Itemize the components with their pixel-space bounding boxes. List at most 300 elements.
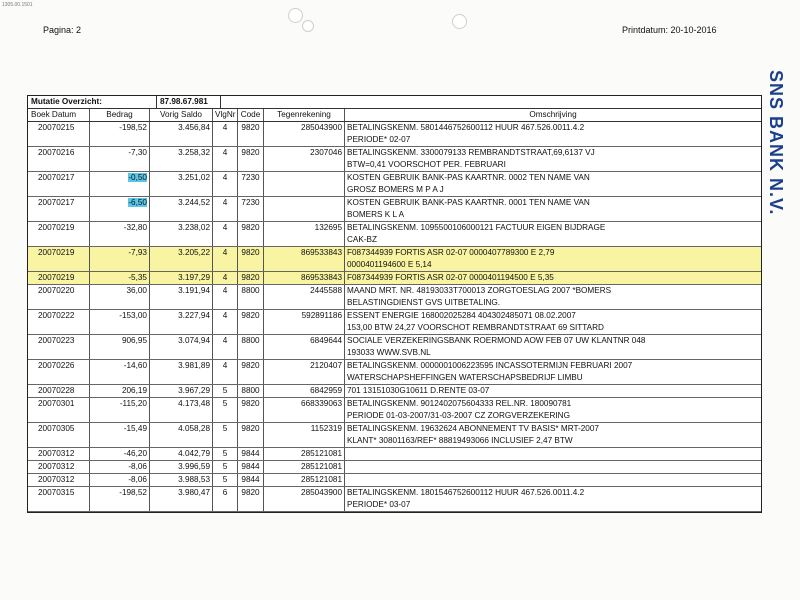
- cell-seq-text: 5: [222, 399, 228, 408]
- cell-amount: [90, 259, 150, 271]
- cell-description: F087344939 FORTIS ASR 02-07 0000401194500 E 5,35: [347, 273, 554, 282]
- cell-seq-text: 4: [222, 336, 228, 345]
- cell-amount-text: -15,49: [123, 424, 147, 433]
- cell-date: [28, 259, 90, 271]
- cell-amount: [90, 435, 150, 447]
- cell-prev-balance-text: 4.042,79: [178, 449, 210, 458]
- cell-amount-text: 906,95: [121, 336, 147, 345]
- cell-date-text: 20070217: [38, 198, 75, 207]
- cell-prev-balance-text: 3.988,53: [178, 475, 210, 484]
- col-header-seq: VlgNr: [213, 109, 238, 121]
- cell-counter-account: [264, 423, 345, 435]
- table-row: [28, 247, 761, 272]
- cell-date-text: 20070301: [38, 399, 75, 408]
- cell-seq: [213, 259, 238, 271]
- cell-seq-text: 4: [222, 223, 228, 232]
- punch-hole: [288, 8, 303, 23]
- cell-code: [238, 159, 264, 171]
- table-row: [28, 197, 761, 222]
- table-row: [28, 461, 761, 474]
- print-date: Printdatum: 20-10-2016: [622, 25, 717, 35]
- cell-code-text: 9820: [241, 424, 260, 433]
- document-id: 1305.00.1501: [2, 2, 33, 8]
- cell-description: BETALINGSKENM. 1095500106000121 FACTUUR EIGEN BIJDRAGE: [347, 223, 606, 232]
- cell-counter-account-text: 285121081: [301, 475, 342, 484]
- cell-date: [28, 134, 90, 146]
- cell-code: [238, 197, 264, 209]
- cell-date: [28, 487, 90, 499]
- cell-code: [238, 259, 264, 271]
- cell-date: [28, 347, 90, 359]
- cell-prev-balance: [150, 347, 213, 359]
- cell-amount: [90, 310, 150, 322]
- cell-seq-text: 4: [222, 198, 228, 207]
- cell-prev-balance: [150, 209, 213, 221]
- cell-code-text: 9820: [241, 361, 260, 370]
- page-number: Pagina: 2: [43, 25, 82, 35]
- cell-code: [238, 385, 264, 397]
- cell-counter-account: [264, 410, 345, 422]
- cell-counter-account: [264, 259, 345, 271]
- cell-code: [238, 222, 264, 234]
- cell-date-text: 20070217: [38, 173, 75, 182]
- cell-prev-balance: [150, 322, 213, 334]
- cell-counter-account-text: 2445588: [310, 286, 342, 295]
- cell-amount: [90, 122, 150, 134]
- cell-code: [238, 474, 264, 486]
- table-row: [28, 398, 761, 423]
- cell-amount: [90, 487, 150, 499]
- cell-seq: [213, 147, 238, 159]
- cell-description: BETALINGSKENM. 5801446752600112 HUUR 467.526.0011.4.2: [347, 123, 585, 132]
- cell-amount: [90, 247, 150, 259]
- cell-counter-account-text: 285121081: [301, 449, 342, 458]
- cell-code: [238, 435, 264, 447]
- cell-code-text: 9820: [241, 399, 260, 408]
- cell-prev-balance-text: 3.981,89: [178, 361, 210, 370]
- account-number: 87.98.67.981: [156, 96, 221, 108]
- cell-code-text: 9820: [241, 123, 260, 132]
- cell-code: [238, 247, 264, 259]
- cell-amount-text: -0,50: [128, 173, 147, 182]
- cell-amount: [90, 423, 150, 435]
- cell-prev-balance: [150, 474, 213, 486]
- cell-code: [238, 272, 264, 284]
- cell-counter-account: [264, 372, 345, 384]
- cell-prev-balance: [150, 234, 213, 246]
- cell-prev-balance: [150, 297, 213, 309]
- cell-code-text: 9820: [241, 488, 260, 497]
- cell-code-text: 9820: [241, 273, 260, 282]
- cell-prev-balance-text: 3.238,02: [178, 223, 210, 232]
- table-header-row: [28, 109, 761, 122]
- cell-date: [28, 247, 90, 259]
- cell-prev-balance-text: 3.227,94: [178, 311, 210, 320]
- cell-prev-balance: [150, 184, 213, 196]
- cell-description: WATERSCHAPSHEFFINGEN WATERSCHAPSBEDRIJF LIMBU: [347, 373, 583, 382]
- cell-amount: [90, 285, 150, 297]
- cell-counter-account: [264, 474, 345, 486]
- cell-amount-text: -7,30: [128, 148, 147, 157]
- cell-counter-account: [264, 347, 345, 359]
- cell-amount: [90, 372, 150, 384]
- cell-code: [238, 499, 264, 511]
- cell-date: [28, 147, 90, 159]
- cell-seq: [213, 172, 238, 184]
- cell-seq-text: 6: [222, 488, 228, 497]
- cell-amount-text: -153,00: [119, 311, 147, 320]
- cell-amount-text: -8,06: [128, 462, 147, 471]
- cell-prev-balance: [150, 398, 213, 410]
- cell-description: BOMERS K L A: [347, 210, 405, 219]
- cell-seq: [213, 197, 238, 209]
- cell-amount: [90, 272, 150, 284]
- cell-seq-text: 5: [222, 386, 228, 395]
- cell-amount: [90, 448, 150, 460]
- cell-date: [28, 209, 90, 221]
- punch-hole: [452, 14, 467, 29]
- cell-description: BTW=0,41 VOORSCHOT PER. FEBRUARI: [347, 160, 506, 169]
- cell-code: [238, 134, 264, 146]
- cell-seq: [213, 159, 238, 171]
- table-row: [28, 285, 761, 310]
- col-header-counter-account: Tegenrekening: [264, 109, 345, 121]
- table-row: [28, 335, 761, 360]
- cell-amount: [90, 398, 150, 410]
- cell-seq: [213, 310, 238, 322]
- cell-prev-balance: [150, 159, 213, 171]
- cell-code-text: 9844: [241, 462, 260, 471]
- cell-date: [28, 310, 90, 322]
- cell-description: CAK-BZ: [347, 235, 378, 244]
- cell-date-text: 20070215: [38, 123, 75, 132]
- cell-counter-account: [264, 222, 345, 234]
- cell-description: 0000401194600 E 5,14: [347, 260, 432, 269]
- cell-amount: [90, 347, 150, 359]
- cell-description: [345, 474, 761, 486]
- cell-prev-balance: [150, 487, 213, 499]
- table-row: [28, 487, 761, 512]
- cell-counter-account-text: 2307046: [310, 148, 342, 157]
- cell-seq: [213, 222, 238, 234]
- cell-seq: [213, 297, 238, 309]
- cell-counter-account-text: 592891186: [301, 311, 342, 320]
- cell-date: [28, 197, 90, 209]
- cell-date-text: 20070312: [38, 462, 75, 471]
- cell-code: [238, 448, 264, 460]
- cell-date: [28, 474, 90, 486]
- cell-date-text: 20070223: [38, 336, 75, 345]
- cell-code: [238, 398, 264, 410]
- cell-prev-balance-text: 3.197,29: [178, 273, 210, 282]
- cell-counter-account-text: 869533843: [301, 273, 342, 282]
- cell-amount-text: -198,52: [119, 488, 147, 497]
- cell-prev-balance-text: 4.058,28: [178, 424, 210, 433]
- cell-date-text: 20070220: [38, 286, 75, 295]
- cell-date: [28, 234, 90, 246]
- cell-seq: [213, 134, 238, 146]
- col-header-code: Code: [238, 109, 264, 121]
- cell-description: F087344939 FORTIS ASR 02-07 0000407789300 E 2,79: [347, 248, 555, 257]
- cell-prev-balance: [150, 335, 213, 347]
- cell-seq-text: 4: [222, 273, 228, 282]
- cell-prev-balance: [150, 448, 213, 460]
- cell-date: [28, 322, 90, 334]
- cell-amount-text: -14,60: [123, 361, 147, 370]
- table-row: [28, 122, 761, 147]
- cell-description: PERIODE* 02-07: [347, 135, 411, 144]
- cell-amount: [90, 234, 150, 246]
- cell-code: [238, 147, 264, 159]
- cell-counter-account: [264, 448, 345, 460]
- cell-seq-text: 4: [222, 361, 228, 370]
- cell-amount: [90, 147, 150, 159]
- cell-code-text: 9844: [241, 449, 260, 458]
- col-header-amount: Bedrag: [90, 109, 150, 121]
- cell-prev-balance: [150, 272, 213, 284]
- cell-code: [238, 209, 264, 221]
- table-row: [28, 385, 761, 398]
- cell-code: [238, 322, 264, 334]
- cell-code: [238, 297, 264, 309]
- cell-prev-balance: [150, 372, 213, 384]
- cell-counter-account: [264, 197, 345, 209]
- cell-seq: [213, 461, 238, 473]
- cell-counter-account: [264, 487, 345, 499]
- cell-code-text: 9820: [241, 148, 260, 157]
- cell-amount: [90, 209, 150, 221]
- cell-seq: [213, 435, 238, 447]
- cell-seq: [213, 322, 238, 334]
- cell-counter-account: [264, 234, 345, 246]
- cell-description: [345, 448, 761, 460]
- cell-date: [28, 159, 90, 171]
- col-header-description: Omschrijving: [529, 110, 577, 119]
- cell-date: [28, 122, 90, 134]
- cell-amount: [90, 461, 150, 473]
- cell-seq-text: 4: [222, 311, 228, 320]
- cell-date-text: 20070219: [38, 223, 75, 232]
- cell-amount-text: 206,19: [121, 386, 147, 395]
- cell-counter-account: [264, 285, 345, 297]
- cell-prev-balance: [150, 435, 213, 447]
- cell-prev-balance-text: 3.191,94: [178, 286, 210, 295]
- cell-seq: [213, 272, 238, 284]
- cell-amount: [90, 172, 150, 184]
- cell-description: [345, 461, 761, 473]
- cell-code-text: 9844: [241, 475, 260, 484]
- cell-code: [238, 234, 264, 246]
- cell-seq: [213, 487, 238, 499]
- cell-date: [28, 385, 90, 397]
- cell-description: BETALINGSKENM. 9012402075604333 REL.NR. 180090781: [347, 399, 572, 408]
- cell-description: KOSTEN GEBRUIK BANK-PAS KAARTNR. 0002 TEN NAME VAN: [347, 173, 590, 182]
- table-row: [28, 272, 761, 285]
- cell-amount: [90, 197, 150, 209]
- cell-prev-balance: [150, 499, 213, 511]
- cell-prev-balance-text: 3.967,29: [178, 386, 210, 395]
- cell-description: 153,00 BTW 24,27 VOORSCHOT REMBRANDTSTRAAT 69 SITTARD: [347, 323, 604, 332]
- cell-prev-balance-text: 3.074,94: [178, 336, 210, 345]
- table-row: [28, 423, 761, 448]
- cell-counter-account: [264, 398, 345, 410]
- table-row: [28, 448, 761, 461]
- cell-counter-account: [264, 499, 345, 511]
- cell-counter-account-text: 2120407: [310, 361, 342, 370]
- cell-counter-account-text: 132695: [314, 223, 342, 232]
- cell-prev-balance-text: 3.456,84: [178, 123, 210, 132]
- cell-amount-text: -198,52: [119, 123, 147, 132]
- cell-code: [238, 285, 264, 297]
- cell-counter-account: [264, 335, 345, 347]
- cell-prev-balance: [150, 410, 213, 422]
- cell-counter-account-text: 6842959: [310, 386, 342, 395]
- cell-description: PERIODE* 03-07: [347, 500, 411, 509]
- cell-counter-account: [264, 147, 345, 159]
- cell-date-text: 20070219: [38, 248, 75, 257]
- cell-code-text: 9820: [241, 248, 260, 257]
- cell-prev-balance: [150, 360, 213, 372]
- cell-seq-text: 5: [222, 449, 228, 458]
- cell-amount-text: -6,50: [128, 198, 147, 207]
- cell-amount-text: -8,06: [128, 475, 147, 484]
- cell-code: [238, 184, 264, 196]
- bank-name: SNS BANK N.V.: [766, 70, 786, 216]
- cell-date-text: 20070226: [38, 361, 75, 370]
- cell-date: [28, 297, 90, 309]
- cell-amount: [90, 335, 150, 347]
- cell-description: BETALINGSKENM. 3300079133 REMBRANDTSTRAAT,69,6137 VJ: [347, 148, 595, 157]
- cell-prev-balance: [150, 285, 213, 297]
- cell-code-text: 7230: [241, 198, 260, 207]
- cell-date-text: 20070312: [38, 449, 75, 458]
- cell-date: [28, 222, 90, 234]
- col-header-date: Boek Datum: [28, 109, 90, 121]
- cell-counter-account: [264, 184, 345, 196]
- cell-code-text: 7230: [241, 173, 260, 182]
- cell-seq: [213, 122, 238, 134]
- cell-counter-account: [264, 461, 345, 473]
- cell-date: [28, 461, 90, 473]
- cell-counter-account-text: 869533843: [301, 248, 342, 257]
- cell-seq: [213, 385, 238, 397]
- cell-amount: [90, 159, 150, 171]
- cell-description: 193033 WWW.SVB.NL: [347, 348, 431, 357]
- cell-description: ESSENT ENERGIE 168002025284 404302485071 08.02.2007: [347, 311, 576, 320]
- cell-date: [28, 184, 90, 196]
- cell-seq-text: 5: [222, 462, 228, 471]
- cell-seq-text: 4: [222, 123, 228, 132]
- cell-seq: [213, 209, 238, 221]
- cell-description: BELASTINGDIENST GVS UITBETALING.: [347, 298, 501, 307]
- cell-date: [28, 335, 90, 347]
- cell-prev-balance: [150, 147, 213, 159]
- cell-date-text: 20070312: [38, 475, 75, 484]
- cell-code: [238, 360, 264, 372]
- cell-seq-text: 5: [222, 475, 228, 484]
- cell-code: [238, 335, 264, 347]
- cell-code: [238, 122, 264, 134]
- cell-description: MAAND MRT. NR. 48193033T700013 ZORGTOESLAG 2007 *BOMERS: [347, 286, 612, 295]
- punch-hole: [302, 20, 314, 32]
- cell-counter-account: [264, 247, 345, 259]
- table-body: [28, 122, 761, 512]
- cell-code: [238, 461, 264, 473]
- cell-amount: [90, 322, 150, 334]
- cell-seq: [213, 360, 238, 372]
- cell-date: [28, 398, 90, 410]
- cell-amount: [90, 385, 150, 397]
- cell-prev-balance: [150, 259, 213, 271]
- cell-amount-text: -115,20: [119, 399, 147, 408]
- cell-prev-balance-text: 3.244,52: [178, 198, 210, 207]
- cell-code: [238, 410, 264, 422]
- mutation-table: [27, 95, 762, 513]
- cell-prev-balance: [150, 423, 213, 435]
- cell-date-text: 20070219: [38, 273, 75, 282]
- cell-seq: [213, 285, 238, 297]
- cell-amount: [90, 360, 150, 372]
- cell-amount-text: -7,93: [128, 248, 147, 257]
- cell-seq: [213, 247, 238, 259]
- table-title: Mutatie Overzicht:: [31, 97, 102, 106]
- cell-prev-balance-text: 3.251,02: [178, 173, 210, 182]
- cell-prev-balance-text: 3.996,59: [178, 462, 210, 471]
- cell-amount-text: 36,00: [126, 286, 147, 295]
- table-row: [28, 474, 761, 487]
- cell-counter-account-text: 285043900: [301, 488, 342, 497]
- cell-date: [28, 272, 90, 284]
- cell-counter-account-text: 285121081: [301, 462, 342, 471]
- cell-amount: [90, 184, 150, 196]
- cell-seq: [213, 234, 238, 246]
- cell-amount-text: -46,20: [123, 449, 147, 458]
- cell-prev-balance: [150, 247, 213, 259]
- cell-prev-balance-text: 4.173,48: [178, 399, 210, 408]
- cell-seq: [213, 335, 238, 347]
- cell-code: [238, 172, 264, 184]
- cell-amount: [90, 297, 150, 309]
- cell-prev-balance: [150, 461, 213, 473]
- cell-description: KLANT* 30801163/REF* 88819493066 INCLUSIEF 2,47 BTW: [347, 436, 573, 445]
- cell-code-text: 8800: [241, 386, 260, 395]
- cell-amount: [90, 222, 150, 234]
- cell-seq-text: 4: [222, 286, 228, 295]
- cell-seq: [213, 448, 238, 460]
- cell-counter-account: [264, 297, 345, 309]
- cell-amount: [90, 499, 150, 511]
- cell-code-text: 9820: [241, 223, 260, 232]
- cell-date-text: 20070216: [38, 148, 75, 157]
- cell-prev-balance: [150, 310, 213, 322]
- cell-code-text: 8800: [241, 286, 260, 295]
- cell-code: [238, 347, 264, 359]
- cell-date: [28, 423, 90, 435]
- cell-code: [238, 310, 264, 322]
- cell-description: BETALINGSKENM. 19632624 ABONNEMENT TV BASIS* MRT-2007: [347, 424, 599, 433]
- cell-prev-balance: [150, 122, 213, 134]
- cell-seq-text: 4: [222, 248, 228, 257]
- col-header-prev-balance: Vorig Saldo: [150, 109, 213, 121]
- cell-date: [28, 499, 90, 511]
- cell-amount-text: -32,80: [123, 223, 147, 232]
- cell-code-text: 9820: [241, 311, 260, 320]
- cell-description: BETALINGSKENM. 0000001006223595 INCASSOTERMIJN FEBRUARI 2007: [347, 361, 633, 370]
- cell-date: [28, 285, 90, 297]
- cell-counter-account: [264, 435, 345, 447]
- table-row: [28, 147, 761, 172]
- cell-description: SOCIALE VERZEKERINGSBANK ROERMOND AOW FEB 07 UW KLANTNR 048: [347, 336, 646, 345]
